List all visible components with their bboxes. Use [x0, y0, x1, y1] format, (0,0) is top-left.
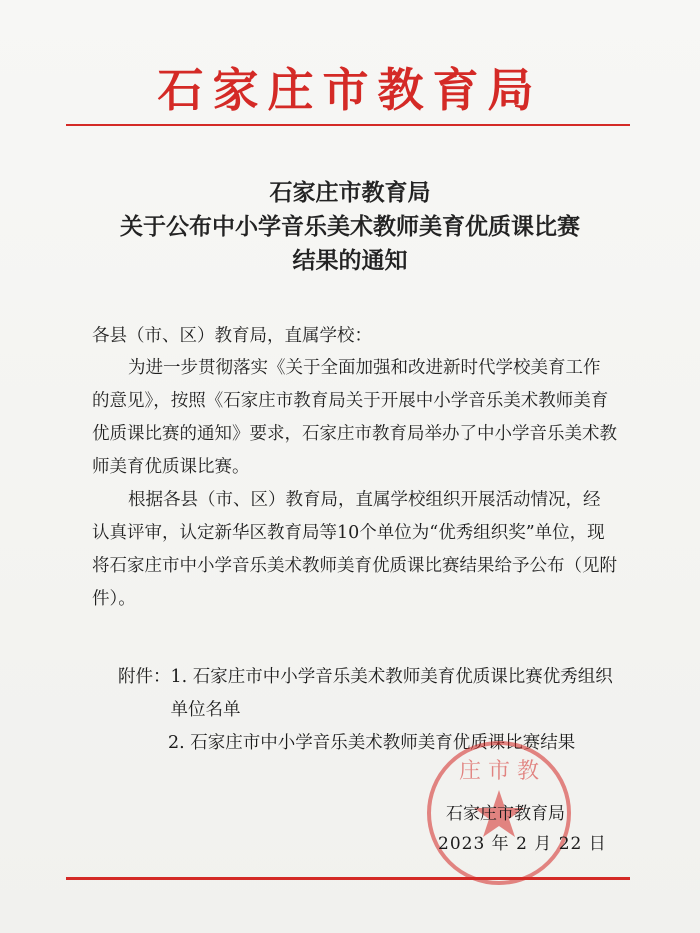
document-title: [60, 176, 640, 278]
attachment-item-2: 2. 石家庄市中小学音乐美术教师美育优质课比赛结果: [168, 733, 576, 753]
paragraph-1: 为进一步贯彻落实《关于全面加强和改进新时代学校美育工作的意见》，按照《石家庄市教育局关于开展中小学音乐美术教师美育优质课比赛的通知》要求，石家庄市教育局举办了中小学音乐美术教师美育优质课比赛。: [92, 358, 617, 477]
signature-date: 2023 年 2 月 22 日: [438, 834, 607, 854]
attachment-item-1: 1. 石家庄市中小学音乐美术教师美育优质课比赛优秀组织单位名单: [170, 667, 613, 720]
salutation: 各县（市、区）教育局，直属学校：: [92, 326, 372, 346]
paragraph-2: 根据各县（市、区）教育局，直属学校组织开展活动情况，经认真评审，认定新华区教育局等10个单位为“优秀组织奖”单位，现将石家庄市中小学音乐美术教师美育优质课比赛结果给予公布（见附件）。: [92, 490, 617, 609]
signer-org: 石家庄市教育局: [446, 804, 565, 824]
footer-rule: [66, 877, 630, 880]
attachments-label: 附件：: [118, 667, 171, 687]
letterhead-title: 石家庄市教育局: [157, 63, 543, 117]
title-line-1: 石家庄市教育局: [269, 180, 431, 206]
title-line-3: 结果的通知: [292, 248, 408, 274]
letterhead-rule: [66, 124, 630, 126]
seal-text: 庄 市 教: [459, 759, 539, 784]
title-line-2: 关于公布中小学音乐美术教师美育优质课比赛: [120, 214, 580, 240]
